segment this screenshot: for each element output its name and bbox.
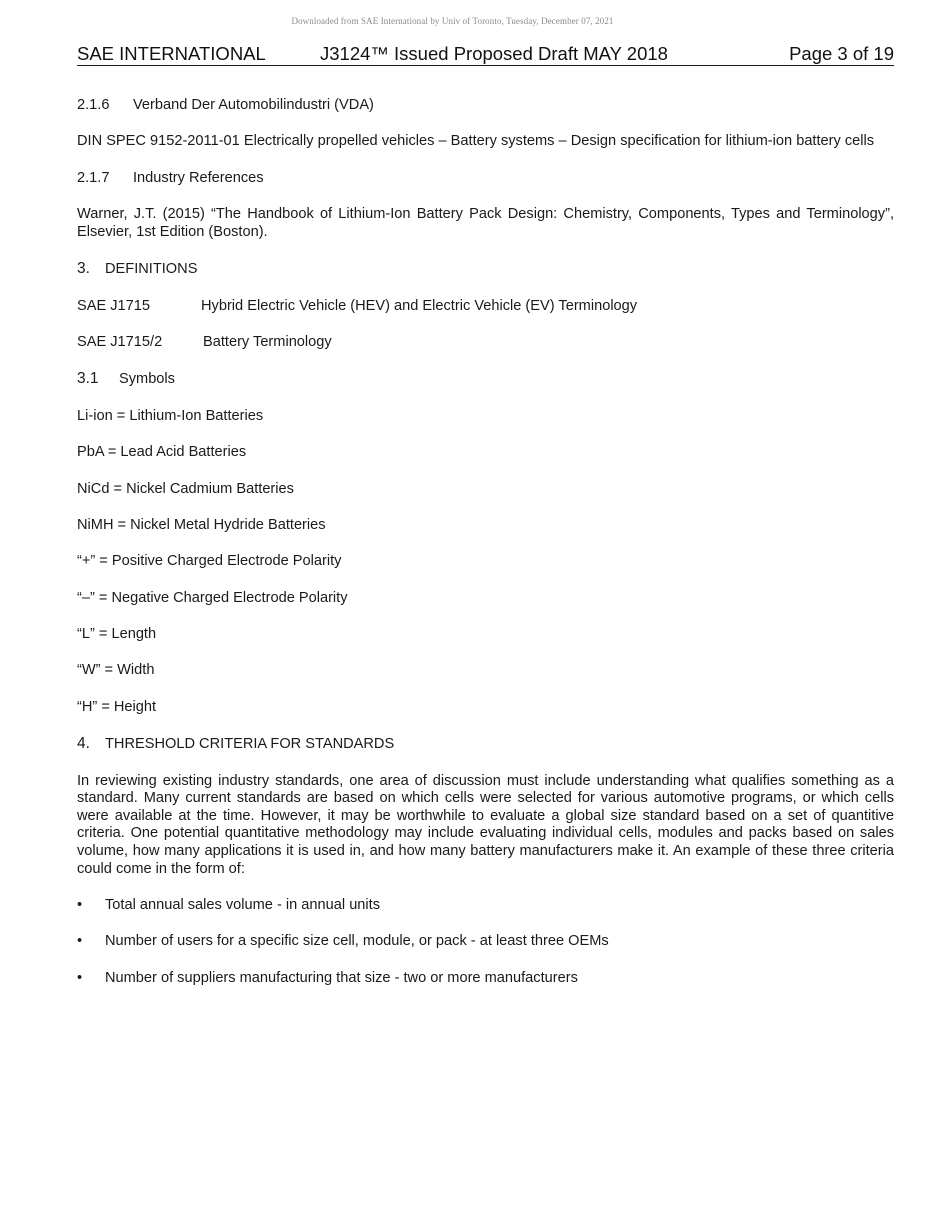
section-heading-4 bbox=[77, 735, 894, 754]
symbol-definition: NiMH = Nickel Metal Hydride Batteries bbox=[77, 516, 326, 533]
reference-title: Battery Terminology bbox=[203, 333, 332, 350]
section-title: DEFINITIONS bbox=[105, 261, 198, 278]
section-number: 4. bbox=[77, 735, 90, 753]
section-number: 3. bbox=[77, 260, 90, 278]
symbol-definition: Li-ion = Lithium-Ion Batteries bbox=[77, 407, 264, 424]
section-heading-3-1 bbox=[77, 370, 894, 389]
definition-reference bbox=[77, 334, 894, 352]
section-number: 3.1 bbox=[77, 370, 99, 388]
symbol-definition: NiCd = Nickel Cadmium Batteries bbox=[77, 480, 294, 497]
reference-title: Hybrid Electric Vehicle (HEV) and Electric Vehicle (EV) Terminology bbox=[201, 297, 638, 314]
criteria-bullet bbox=[77, 897, 894, 915]
section-title: THRESHOLD CRITERIA FOR STANDARDS bbox=[105, 736, 395, 753]
bullet-text: Number of users for a specific size cell, module, or pack - at least three OEMs bbox=[105, 933, 609, 950]
criteria-bullet bbox=[77, 970, 894, 988]
criteria-bullet bbox=[77, 933, 894, 951]
header-page-number: Page 3 of 19 bbox=[789, 43, 894, 64]
bullet-marker: • bbox=[77, 969, 83, 986]
section-heading-2-1-6 bbox=[77, 97, 894, 115]
section-number: 2.1.6 bbox=[77, 97, 110, 113]
symbol-definition: “–” = Negative Charged Electrode Polarity bbox=[77, 589, 348, 606]
bullet-marker: • bbox=[77, 933, 83, 950]
symbol-definition: “+” = Positive Charged Electrode Polarity bbox=[77, 553, 342, 570]
bullet-marker: • bbox=[77, 896, 83, 913]
section-heading-3 bbox=[77, 260, 894, 279]
symbol-definition: “L” = Length bbox=[77, 626, 157, 643]
header-organization: SAE INTERNATIONAL bbox=[77, 43, 266, 64]
document-body bbox=[77, 97, 894, 987]
download-watermark: Downloaded from SAE International by Univ of Toronto, Tuesday, December 07, 2021 bbox=[291, 16, 614, 26]
section-heading-2-1-7 bbox=[77, 170, 894, 188]
reference-din-spec: DIN SPEC 9152-2011-01 Electrically propelled vehicles – Battery systems – Design specification for lithium-ion battery cells bbox=[77, 133, 875, 150]
bullet-text: Total annual sales volume - in annual units bbox=[105, 896, 381, 913]
bullet-text: Number of suppliers manufacturing that size - two or more manufacturers bbox=[105, 969, 578, 986]
symbol-definition: “W” = Width bbox=[77, 662, 155, 679]
section-title: Symbols bbox=[119, 371, 175, 388]
definition-reference bbox=[77, 298, 894, 316]
threshold-criteria-paragraph: In reviewing existing industry standards, one area of discussion must include understanding what qualifies something as a standard. Many current standards are based on which cells were selected for various automotive programs, or which cells were available at the time. However, it may be worthwhile to evaluate a global size standard based on a set of quantitive criteria. One potential quantitative methodology may include evaluating individual cells, modules and packs based on sales volume, how many applications it is used in, and how many battery manufacturers make it. An example of these three criteria could come in the form of: bbox=[77, 772, 894, 877]
symbol-definition: “H” = Height bbox=[77, 698, 157, 715]
section-title: Industry References bbox=[133, 169, 264, 186]
page-header bbox=[77, 43, 894, 66]
section-title: Verband Der Automobilindustri (VDA) bbox=[133, 97, 374, 113]
reference-code: SAE J1715 bbox=[77, 297, 151, 314]
reference-warner-handbook: Warner, J.T. (2015) “The Handbook of Lithium-Ion Battery Pack Design: Chemistry, Components, Types and Terminology”, Elsevier, 1st Edition (Boston). bbox=[77, 206, 894, 240]
reference-code: SAE J1715/2 bbox=[77, 333, 163, 350]
header-document-id: J3124™ Issued Proposed Draft MAY 2018 bbox=[320, 43, 668, 64]
section-number: 2.1.7 bbox=[77, 169, 110, 186]
symbol-definition: PbA = Lead Acid Batteries bbox=[77, 444, 247, 461]
